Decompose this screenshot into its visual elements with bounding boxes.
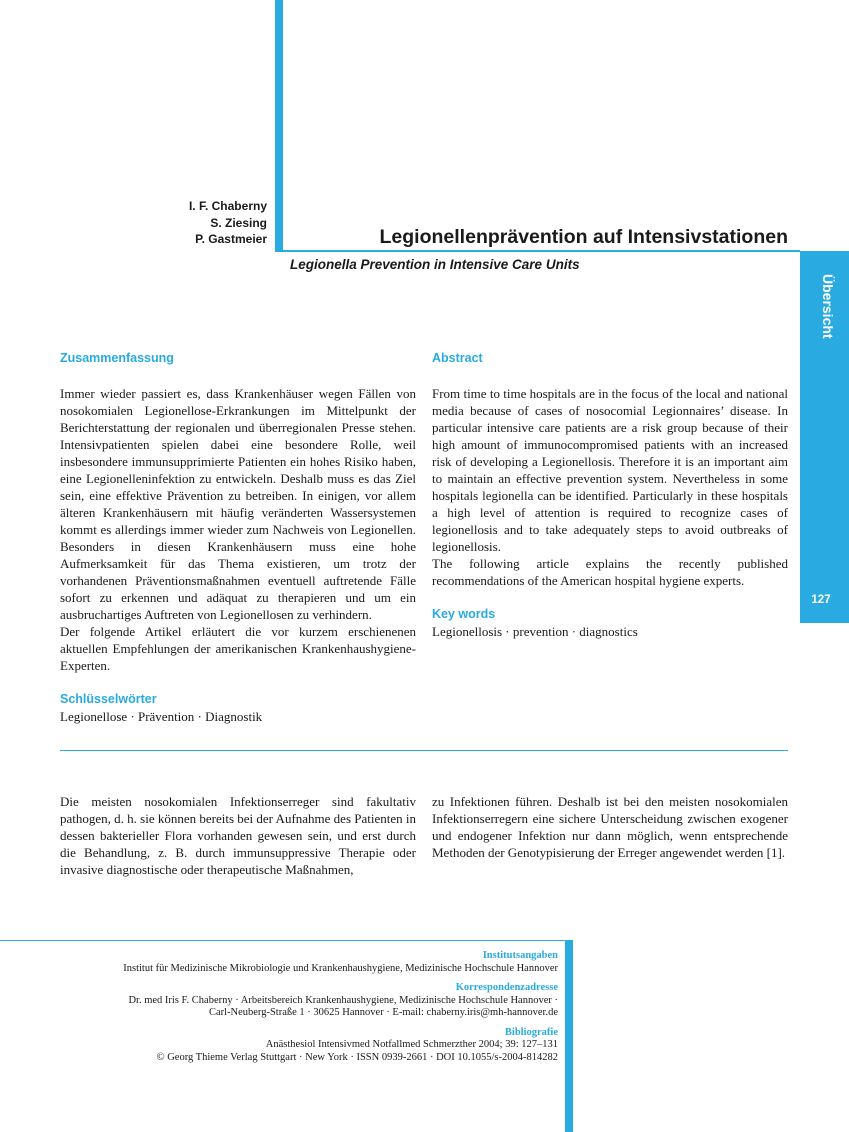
institution-heading: Institutsangaben	[482, 950, 558, 961]
abstract-paragraph: Immer wieder passiert es, dass Krankenhäuser wegen Fällen von nosokomialen Legionellose-Erkrankungen im Mittelpunkt der Berichterstattung der regionalen und überregionalen Presse stehen. Intensivpatienten spielen dabei eine besondere Rolle, weil insbesondere immunsupprimierte Patienten ein hohes Risiko haben, eine Legionelleninfektion zu entwickeln. Deshalb muss es das Ziel sein, eine effektive Prävention zu betreiben. In einigen, vor allem älteren Krankenhäusern mit häufig veränderten Wassersystemen kommt es allerdings immer wieder zum Nachweis von Legionellen. Besonders in diesen Krankenhäusern muss eine hohe Aufmerksamkeit für das Thema existieren, um trotz der vorhandenen Präventionsmaßnahmen eventuell auftretende Fälle sofort zu erkennen und adäquat zu therapieren und um ein ausbruchartiges Auftreten von Legionellosen zu verhindern.	[60, 386, 416, 622]
bibliography-heading: Bibliografie	[504, 1026, 558, 1038]
institution-text: Institut für Medizinische Mikrobiologie und Krankenhaushygiene, Medizinische Hochschule Hannover	[123, 962, 558, 974]
author: S. Ziesing	[210, 215, 267, 230]
article-subtitle: Legionella Prevention in Intensive Care Units	[290, 257, 580, 272]
article-info	[60, 950, 558, 1064]
footer-vertical-bar	[565, 940, 573, 1132]
footer-rule	[0, 940, 573, 941]
body-column-right	[432, 793, 788, 861]
keywords: Legionellose · Prävention · Diagnostik	[60, 709, 263, 724]
english-abstract	[432, 350, 788, 640]
section-divider	[60, 750, 788, 751]
author: I. F. Chaberny	[188, 199, 267, 213]
abstract-paragraph: From time to time hospitals are in the focus of the local and national media because of cases of nosocomial Legionnaires’ disease. In particular intensive care patients are a risk group because of their high amount of immunocompromised patients with an increased risk of developing a Legionellosis. Therefore it is an important aim to maintain an effective prevention system. Nevertheless in some hospitals legionella can be identified. Particularly in these hospitals a high level of attention is required to recognize cases of legionellosis and to take adequately steps to avoid outbreaks of legionellosis.	[432, 386, 788, 554]
keywords-heading: Key words	[432, 607, 496, 621]
body-paragraph: Die meisten nosokomialen Infektionserreger sind fakultativ pathogen, d. h. sie können bereits bei der Aufnahme des Patienten in dessen bakterieller Flora vorhanden gewesen sein, und erst durch die Behandlung, z. B. durch immunsuppressive Therapie oder invasive diagnostische oder therapeutische Maßnahmen,	[60, 794, 416, 877]
bibliography-line: © Georg Thieme Verlag Stuttgart · New York · ISSN 0939-2661 · DOI 10.1055/s-2004-814282	[156, 1051, 558, 1063]
title-rule	[275, 250, 800, 252]
top-vertical-bar	[275, 0, 283, 251]
section-tab-label: Übersicht	[820, 274, 836, 339]
bibliography-line: Anästhesiol Intensivmed Notfallmed Schmerzther 2004; 39: 127–131	[265, 1039, 558, 1050]
page-number: 127	[811, 594, 831, 606]
author-list	[120, 198, 267, 248]
correspondence-heading: Korrespondenzadresse	[455, 982, 558, 993]
article-title: Legionellenprävention auf Intensivstationen	[379, 226, 788, 248]
abstract-paragraph: The following article explains the recently published recommendations of the American hospital hygiene experts.	[432, 556, 788, 588]
abstract-heading: Abstract	[432, 351, 483, 365]
correspondence-line: Dr. med Iris F. Chaberny · Arbeitsbereich Krankenhaushygiene, Medizinische Hochschule Hannover ·	[128, 994, 558, 1006]
keywords-heading: Schlüsselwörter	[60, 692, 157, 706]
abstract-heading: Zusammenfassung	[60, 351, 174, 365]
correspondence-line: Carl-Neuberg-Straße 1 · 30625 Hannover · E-mail: chaberny.iris@mh-hannover.de	[208, 1007, 558, 1018]
body-column-left	[60, 793, 416, 878]
abstract-paragraph: Der folgende Artikel erläutert die vor kurzem erschienenen aktuellen Empfehlungen der amerikanischen Krankenhaushygiene-Experten.	[60, 624, 416, 673]
keywords: Legionellosis · prevention · diagnostics	[432, 624, 638, 639]
german-abstract	[60, 350, 416, 725]
author: P. Gastmeier	[195, 232, 267, 246]
body-paragraph: zu Infektionen führen. Deshalb ist bei den meisten nosokomialen Infektionserregern eine sichere Unterscheidung zwischen exogener und endogener Infektion nur dann möglich, wenn entsprechende Methoden der Genotypisierung der Erreger angewendet werden [1].	[432, 794, 788, 860]
